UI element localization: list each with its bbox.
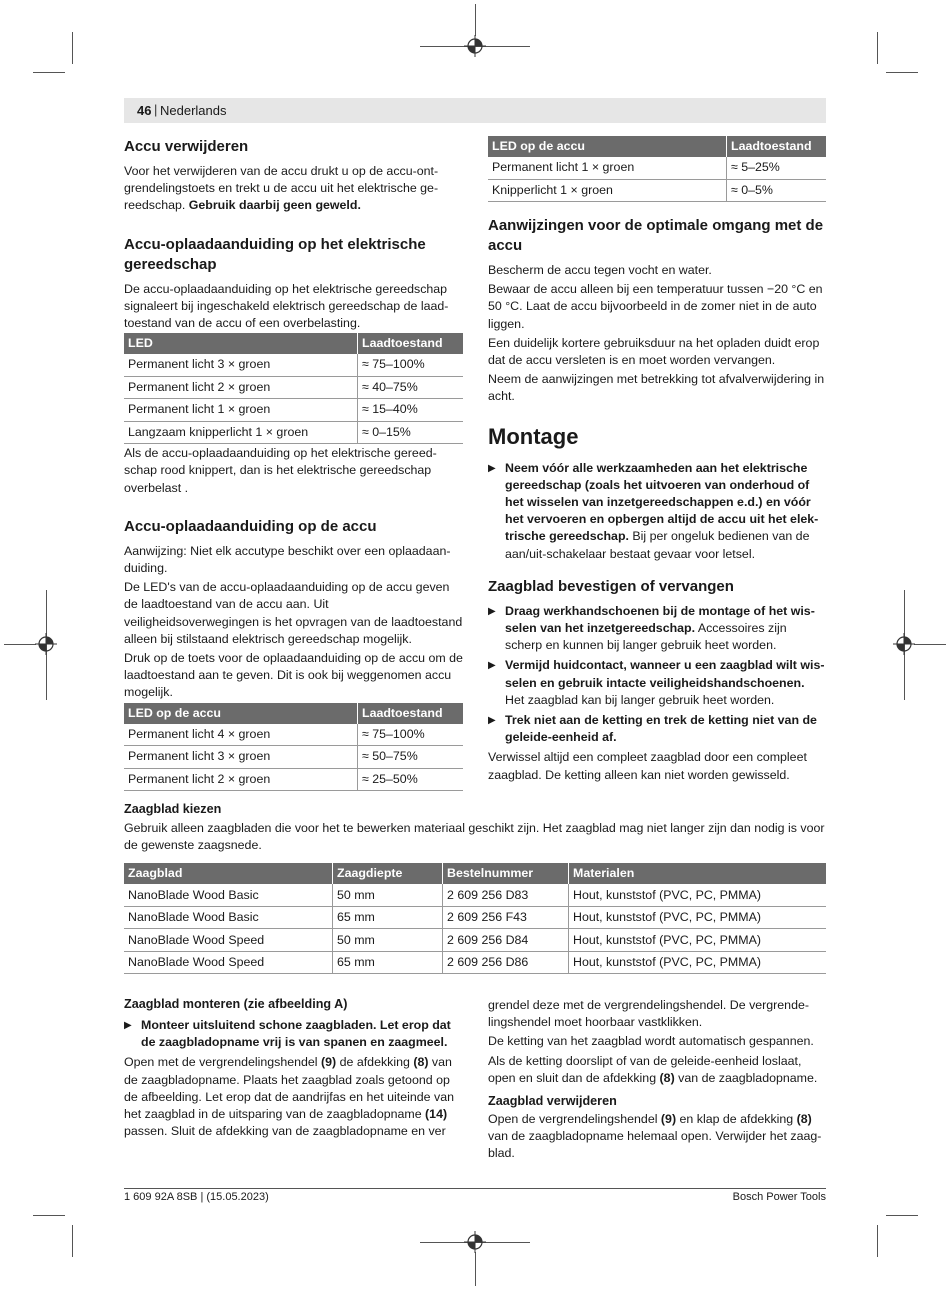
header-cell: Laadtoestand (358, 703, 464, 724)
footer-doc-id: 1 609 92A 8SB | (15.05.2023) (124, 1191, 269, 1203)
cell: ≈ 0–15% (358, 421, 464, 444)
ref-number: (8) (796, 1112, 812, 1127)
paragraph: Gebruik alleen zaagbladen die voor het te bewerken materiaal geschikt zijn. Het zaagblad mag niet langer zijn dan nodig is voor de gewenste zaagsnede. (124, 821, 825, 853)
text: van de zaagbladopname helemaal open. Verwijder het zaagblad. (488, 1129, 822, 1161)
text: Als de ketting doorslipt of van de geleide-eenheid loslaat, open en sluit dan de afdekking (488, 1053, 802, 1085)
cell: Permanent licht 2 × groen (124, 376, 358, 399)
bold-text: Monteer uitsluitend schone zaagbladen. Let erop dat de zaagbladopname vrij is van spanen en zaagmeel. (141, 1018, 451, 1050)
crop-mark (886, 1215, 918, 1216)
led-table-accu (124, 703, 463, 792)
cell: Permanent licht 3 × groen (124, 354, 358, 376)
section-oplaadaanduiding-gereedschap (124, 235, 463, 497)
section-zaagblad-monteren (124, 996, 463, 1142)
cell: Permanent licht 1 × groen (488, 157, 727, 179)
cell: Permanent licht 4 × groen (124, 724, 358, 746)
section-title: Zaagblad bevestigen of vervangen (488, 577, 734, 595)
paragraph: De LED's van de accu-oplaadaanduiding op de accu geven de laadtoestand van de accu aan. Uit veiligheidsoverwegingen is het opvragen van de laadtoestand alleen bij stilstaand elektrisch gereedschap mogelijk. (124, 580, 463, 646)
table-row (124, 884, 826, 906)
triangle-right-icon: ▶ (124, 1020, 132, 1031)
paragraph: Een duidelijk kortere gebruiksduur na het opladen duidt erop dat de accu versleten is en moet worden vervangen. (488, 335, 820, 368)
footer-brand: Bosch Power Tools (732, 1191, 826, 1203)
triangle-right-icon: ▶ (488, 605, 496, 617)
crop-mark (33, 1215, 65, 1216)
text: Voor het verwijderen van de accu drukt u op de accu-ontgrendelingstoets en trekt u de accu uit het elektrische gereedschap. (124, 164, 439, 213)
text: passen. Sluit de afdekking van de zaagbladopname en ver (124, 1124, 446, 1139)
crop-mark (72, 32, 73, 64)
paragraph: Als de accu-oplaadaanduiding op het elektrische gereedschap rood knippert, dan is het elektrische gereedschap overbelast . (124, 446, 437, 495)
table-row (124, 906, 826, 929)
paragraph: Bescherm de accu tegen vocht en water. (488, 263, 712, 277)
text: Accessoires zijn scherp en kunnen bij langer gebruik heet worden. (505, 621, 787, 653)
table-row (124, 929, 826, 952)
section-title: Accu-oplaadaanduiding op het elektrische gereedschap (124, 235, 426, 273)
header-language: Nederlands (160, 103, 227, 118)
text: van de zaagbladopname. (674, 1070, 818, 1085)
cell: Permanent licht 3 × groen (124, 746, 358, 769)
cell: NanoBlade Wood Basic (124, 906, 333, 929)
ref-number: (9) (660, 1112, 677, 1127)
header-cell: Laadtoestand (358, 333, 464, 354)
led-table-accu-continued (488, 136, 826, 202)
page-header (124, 98, 826, 123)
cell: NanoBlade Wood Speed (124, 929, 333, 952)
section-title: Zaagblad kiezen (124, 802, 222, 816)
triangle-right-icon: ▶ (488, 660, 496, 672)
text: van de zaagbladopname. Plaats het zaagblad zoals getoond op de afbeelding. Let erop dat de aandrijfas en het uiteinde van het zaagblad in de uitsparing van de zaagbladopname (124, 1055, 454, 1122)
registration-mark-icon (464, 35, 486, 57)
warning-bullet (488, 657, 826, 709)
bold-text: Neem vóór alle werkzaamheden aan het elektrische gereedschap (zoals het uitvoeren van onderhoud of het wisselen van inzetgereedschappen e.d.) en vóór het vervoeren en opbergen altijd de accu uit het elektrische gereedschap. (505, 460, 819, 544)
cell: Knipperlicht 1 × groen (488, 179, 727, 202)
text: Bij per ongeluk bedienen van de aan/uit-schakelaar bestaat gevaar voor letsel. (505, 529, 810, 561)
section-oplaadaanduiding-accu (124, 517, 463, 791)
chapter-title: Montage (488, 423, 579, 449)
bold-text: Trek niet aan de ketting en trek de ketting niet van de geleide-eenheid af. (505, 713, 817, 745)
section-title: Accu-oplaadaanduiding op de accu (124, 517, 377, 535)
crop-mark (475, 4, 476, 36)
header-cell: Laadtoestand (727, 136, 827, 157)
page-number: 46 (137, 103, 152, 118)
cell: 2 609 256 F43 (443, 906, 569, 929)
cell: ≈ 75–100% (358, 354, 464, 376)
crop-mark (33, 72, 65, 73)
crop-mark (475, 1252, 476, 1286)
cell: 2 609 256 D84 (443, 929, 569, 952)
section-aanwijzingen (488, 216, 826, 406)
warning-bullet (124, 1017, 463, 1051)
section-zaagblad-bevestigen (488, 577, 826, 784)
table-row (124, 768, 463, 791)
paragraph: Druk op de toets voor de oplaadaanduiding op de accu om de laadtoestand aan te geven. Dit is ook bij weggenomen accu mogelijk. (124, 651, 463, 700)
section-title: Zaagblad monteren (zie afbeelding A) (124, 997, 348, 1011)
ref-number: (8) (659, 1070, 675, 1085)
header-separator: | (154, 102, 158, 117)
bold-text: Gebruik daarbij geen geweld. (188, 198, 361, 213)
table-row (124, 724, 463, 746)
paragraph (124, 1054, 463, 1140)
header-cell: Zaagdiepte (333, 863, 443, 884)
cell: ≈ 0–5% (727, 179, 827, 202)
table-row (124, 951, 826, 974)
cell: ≈ 75–100% (358, 724, 464, 746)
table-row (124, 746, 463, 769)
triangle-right-icon: ▶ (488, 715, 496, 727)
section-monteren-continued (488, 997, 826, 1165)
crop-mark (877, 1225, 878, 1257)
paragraph: Neem de aanwijzingen met betrekking tot afvalverwijdering in acht. (488, 372, 825, 404)
ref-number: (8) (413, 1055, 429, 1070)
bold-text: Draag werkhandschoenen bij de montage of het wisselen van het inzetgereedschap. (505, 603, 815, 636)
table-row (488, 179, 826, 202)
crop-mark (4, 644, 36, 645)
cell: Hout, kunststof (PVC, PC, PMMA) (569, 951, 827, 974)
paragraph: De ketting van het zaagblad wordt automatisch gespannen. (488, 1034, 814, 1049)
left-column (124, 137, 463, 791)
cell: Hout, kunststof (PVC, PC, PMMA) (569, 884, 827, 906)
cell: 65 mm (333, 906, 443, 929)
cell: 65 mm (333, 951, 443, 974)
table-header-row (124, 333, 463, 354)
registration-mark-icon (35, 633, 57, 655)
header-cell: LED op de accu (488, 136, 727, 157)
table-row (124, 399, 463, 422)
crop-mark (72, 1225, 73, 1257)
text: de afdekking (336, 1055, 414, 1070)
ref-number: (14) (425, 1107, 448, 1122)
cell: ≈ 15–40% (358, 399, 464, 422)
led-table-tool (124, 333, 463, 444)
paragraph: grendel deze met de vergrendelingshendel. De vergrendelingshendel moet hoorbaar vastklikken. (488, 998, 809, 1030)
cell: Hout, kunststof (PVC, PC, PMMA) (569, 929, 827, 952)
triangle-right-icon: ▶ (488, 462, 496, 474)
registration-mark-icon (464, 1231, 486, 1253)
bold-text: Vermijd huidcontact, wanneer u een zaagblad wilt wisselen en gebruik intacte veiligheidshandschoenen. (505, 658, 825, 690)
cell: Hout, kunststof (PVC, PC, PMMA) (569, 906, 827, 929)
cell: ≈ 5–25% (727, 157, 827, 179)
crop-mark (877, 32, 878, 64)
warning-bullet (488, 712, 826, 746)
section-accu-verwijderen (124, 137, 463, 215)
table-header-row (124, 863, 826, 884)
table-row (124, 421, 463, 444)
table-row (124, 354, 463, 376)
cell: Permanent licht 2 × groen (124, 768, 358, 791)
paragraph: Aanwijzing: Niet elk accutype beschikt over een oplaadaanduiding. (124, 543, 451, 576)
table-row (488, 157, 826, 179)
paragraph (488, 1053, 826, 1087)
paragraph: Bewaar de accu alleen bij een temperatuur tussen −20 °C en 50 °C. Laat de accu bijvoorbeeld in de zomer niet in de auto liggen. (488, 282, 823, 331)
header-cell: LED op de accu (124, 703, 358, 724)
warning-bullet (488, 603, 826, 655)
cell: 2 609 256 D86 (443, 951, 569, 974)
text: Het zaagblad kan bij langer gebruik heet worden. (505, 692, 775, 707)
table-header-row (488, 136, 826, 157)
table-header-row (124, 703, 463, 724)
table-row (124, 376, 463, 399)
section-zaagblad-kiezen (124, 801, 826, 974)
section-title: Accu verwijderen (124, 138, 249, 155)
paragraph: De accu-oplaadaanduiding op het elektrische gereedschap signaleert bij ingeschakeld elektrisch gereedschap de laadtoestand van de accu of een overbelasting. (124, 281, 449, 331)
cell: 50 mm (333, 929, 443, 952)
header-cell: Bestelnummer (443, 863, 569, 884)
paragraph (488, 1111, 826, 1163)
cell: 50 mm (333, 884, 443, 906)
header-cell: Zaagblad (124, 863, 333, 884)
right-column (488, 136, 826, 786)
cell: ≈ 50–75% (358, 746, 464, 769)
ref-number: (9) (321, 1055, 337, 1070)
zaagblad-table (124, 863, 826, 974)
text: Open met de vergrendelingshendel (124, 1055, 322, 1070)
text: Open de vergrendelingshendel (488, 1112, 661, 1127)
footer-divider (124, 1188, 826, 1189)
section-title: Zaagblad verwijderen (488, 1094, 617, 1109)
cell: 2 609 256 D83 (443, 884, 569, 906)
header-cell: LED (124, 333, 358, 354)
paragraph (124, 163, 463, 215)
crop-mark (886, 72, 918, 73)
cell: Permanent licht 1 × groen (124, 399, 358, 422)
cell: ≈ 25–50% (358, 768, 464, 791)
header-cell: Materialen (569, 863, 827, 884)
text: en klap de afdekking (676, 1112, 797, 1127)
cell: ≈ 40–75% (358, 376, 464, 399)
cell: NanoBlade Wood Basic (124, 884, 333, 906)
cell: NanoBlade Wood Speed (124, 951, 333, 974)
section-montage (488, 424, 826, 563)
paragraph: Verwissel altijd een compleet zaagblad door een compleet zaagblad. De ketting alleen kan niet worden gewisseld. (488, 750, 807, 782)
cell: Langzaam knipperlicht 1 × groen (124, 421, 358, 444)
registration-mark-icon (893, 633, 915, 655)
section-title: Aanwijzingen voor de optimale omgang met de accu (488, 217, 824, 254)
warning-bullet (488, 460, 826, 563)
crop-mark (914, 644, 946, 645)
